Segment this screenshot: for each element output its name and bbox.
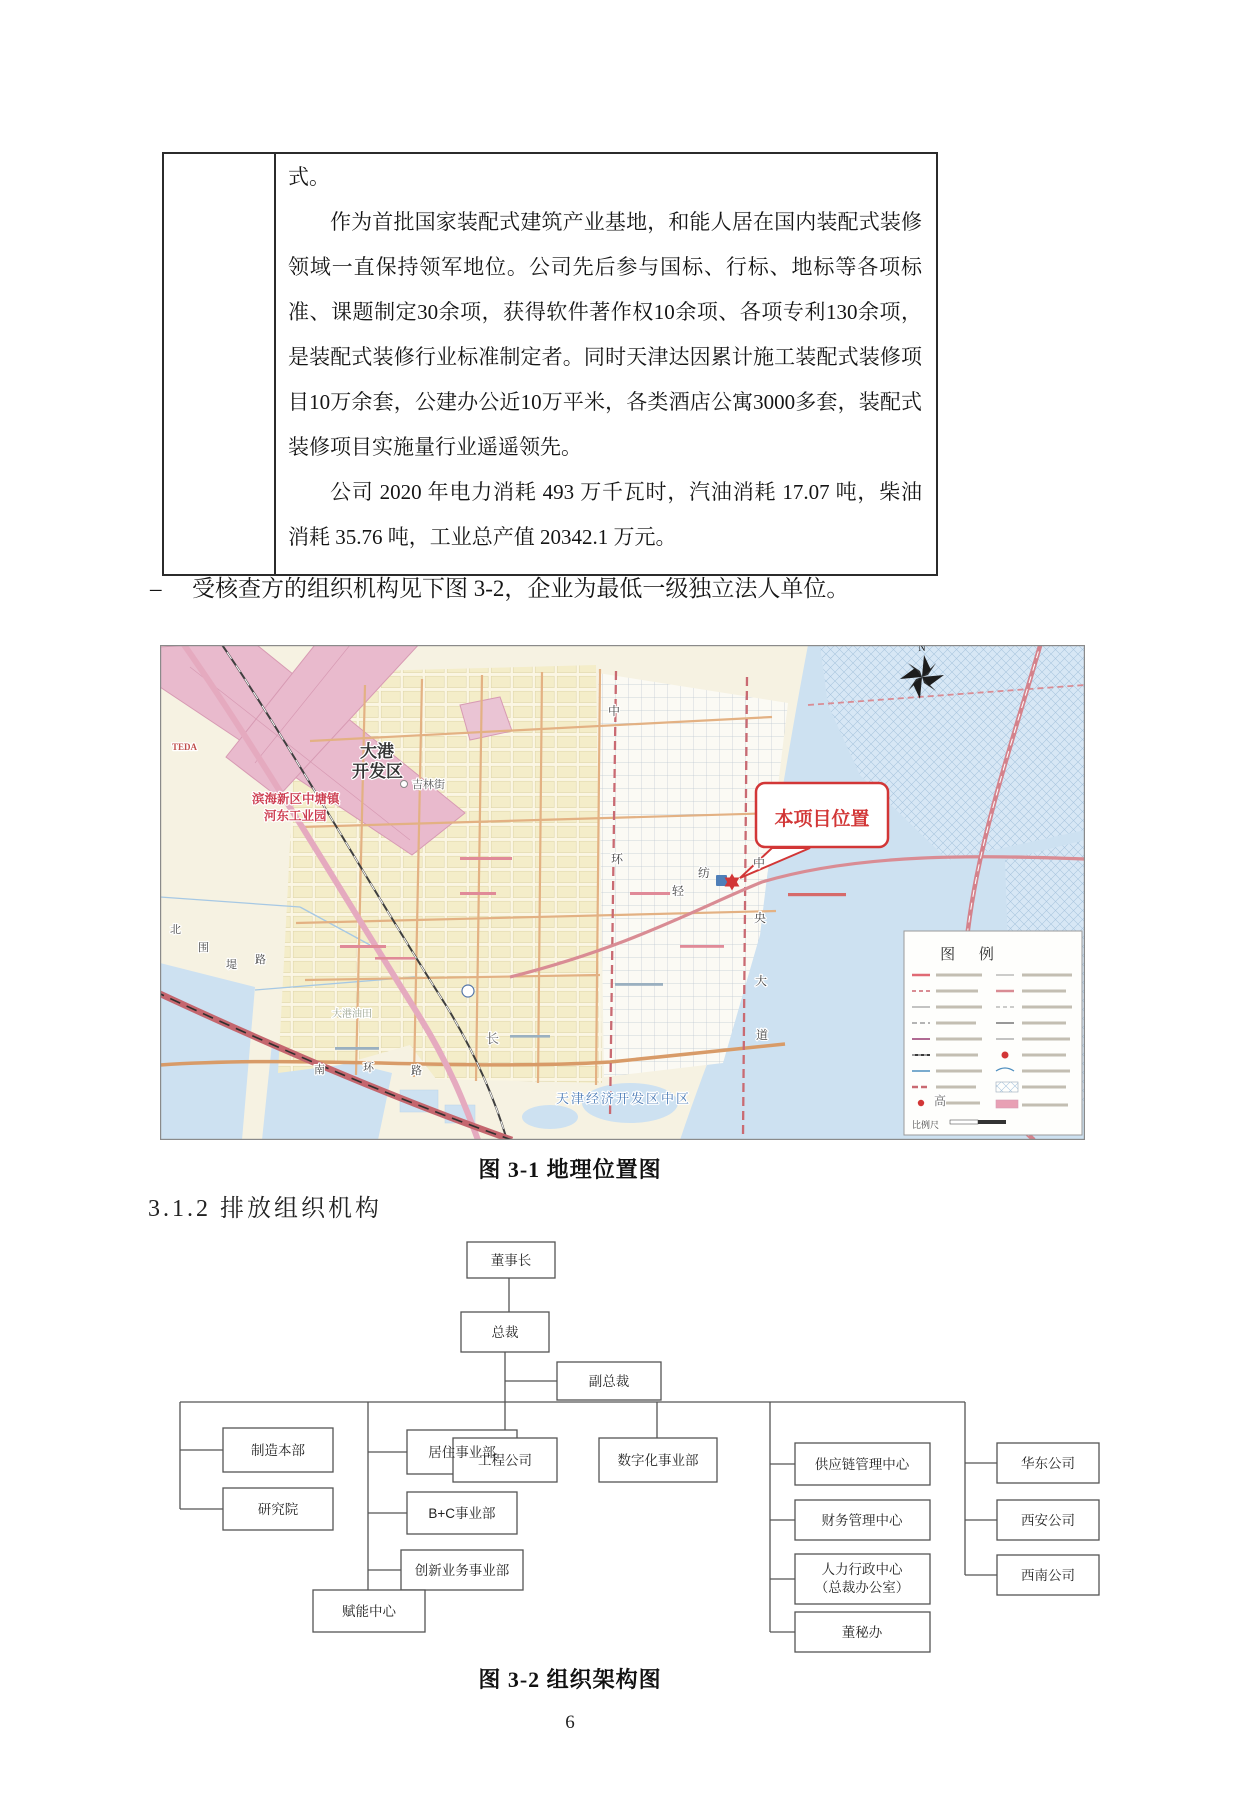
project-callout-label: 本项目位置 xyxy=(774,809,870,830)
figure-3-2-caption: 图 3-2 组织架构图 xyxy=(478,1667,662,1692)
section-heading: 3.1.2 排放组织机构 xyxy=(148,1196,382,1222)
org-node-label: 数字化事业部 xyxy=(617,1453,699,1468)
map-label: 南 xyxy=(314,1064,325,1076)
map-label: 大 xyxy=(755,974,768,988)
location-map-figure xyxy=(160,645,1085,1140)
legend-box xyxy=(904,931,1082,1135)
org-node-label: （总裁办公室） xyxy=(814,1580,910,1595)
map-label: 大港油田 xyxy=(332,1009,372,1020)
north-label: N xyxy=(918,645,926,654)
bullet-text: 受核查方的组织机构见下图 3-2，企业为最低一级独立法人单位。 xyxy=(192,576,850,601)
map-label: 环 xyxy=(611,852,624,866)
map-label: 天津经济开发区中区 xyxy=(556,1091,692,1106)
org-node-label: 董事长 xyxy=(490,1253,532,1268)
figure-3-1-caption: 图 3-1 地理位置图 xyxy=(478,1157,662,1182)
map-label: 路 xyxy=(411,1065,422,1077)
org-node-label: 董秘办 xyxy=(841,1625,883,1640)
map-label: 高 xyxy=(934,1094,947,1108)
info-table-content-cell xyxy=(276,154,936,574)
map-label: 河东工业园 xyxy=(264,809,327,823)
table-paragraph: 公司 2020 年电力消耗 493 万千瓦时，汽油消耗 17.07 吨，柴油消耗 35.76 吨，工业总产值 20342.1 万元。 xyxy=(288,480,922,549)
org-node-label: 居住事业部 xyxy=(428,1445,496,1460)
org-node-label: 供应链管理中心 xyxy=(814,1457,910,1472)
org-node-label: 财务管理中心 xyxy=(821,1513,903,1528)
map-label: 大港 xyxy=(360,742,394,761)
org-node-label: 制造本部 xyxy=(251,1443,305,1458)
location-map xyxy=(160,645,1085,1140)
landmark-icon xyxy=(716,875,727,886)
org-node-label: 西南公司 xyxy=(1021,1568,1075,1583)
map-label: 堤 xyxy=(226,959,237,971)
map-label: 北 xyxy=(170,924,181,936)
map-label: 纺 xyxy=(698,866,711,880)
org-node-label: 华东公司 xyxy=(1021,1456,1075,1471)
map-label: 央 xyxy=(754,911,767,925)
org-node-label: 人力行政中心 xyxy=(821,1562,903,1577)
map-label: 长 xyxy=(486,1031,500,1046)
station-icon xyxy=(462,985,474,997)
org-node-label: 总裁 xyxy=(491,1325,519,1340)
legend-title: 图 例 xyxy=(940,947,1004,963)
map-label: 中 xyxy=(753,856,766,870)
org-node-label: 研究院 xyxy=(257,1502,299,1517)
map-label: 围 xyxy=(198,942,209,954)
map-label: 开发区 xyxy=(352,762,403,781)
org-chart xyxy=(155,1238,1110,1658)
map-label: 道 xyxy=(756,1028,769,1042)
org-node-label: 工程公司 xyxy=(478,1453,532,1468)
table-paragraph: 式。 xyxy=(288,165,330,189)
table-paragraph: 作为首批国家装配式建筑产业基地，和能人居在国内装配式装修领域一直保持领军地位。公司先后参与国标、行标、地标等各项标准、课题制定30余项，获得软件著作权10余项、各项专利130余项，是装配式装修行业标准制定者。同时天津达因累计施工装配式装修项目10万余套，公建办公近10万平米，各类酒店公寓3000多套，装配式装修项目实施量行业遥遥领先。 xyxy=(288,210,922,459)
org-node-label: 赋能中心 xyxy=(342,1604,396,1619)
org-node-label: 副总裁 xyxy=(588,1374,630,1389)
org-chart-figure xyxy=(155,1238,1110,1658)
map-label: 环 xyxy=(363,1062,374,1074)
map-label: 轻 xyxy=(672,884,685,898)
bullet-dash: – xyxy=(150,576,162,601)
org-node-label: 西安公司 xyxy=(1021,1513,1075,1528)
page-number: 6 xyxy=(565,1712,575,1733)
org-chart-boxes xyxy=(223,1242,1099,1652)
map-label: 吉林街 xyxy=(412,779,445,791)
map-label: 路 xyxy=(255,954,266,966)
info-table-label-cell xyxy=(164,154,276,574)
org-node-label: 创新业务事业部 xyxy=(414,1563,510,1578)
street-marker-icon xyxy=(401,781,408,788)
map-label: 滨海新区中塘镇 xyxy=(252,792,340,806)
bullet-line xyxy=(150,574,1100,604)
org-node-label: B+C事业部 xyxy=(428,1506,496,1521)
map-label: TEDA xyxy=(172,742,198,752)
scale-bar-label: 比例尺 xyxy=(912,1120,940,1130)
info-table xyxy=(162,152,938,576)
map-label: 中 xyxy=(608,704,621,718)
